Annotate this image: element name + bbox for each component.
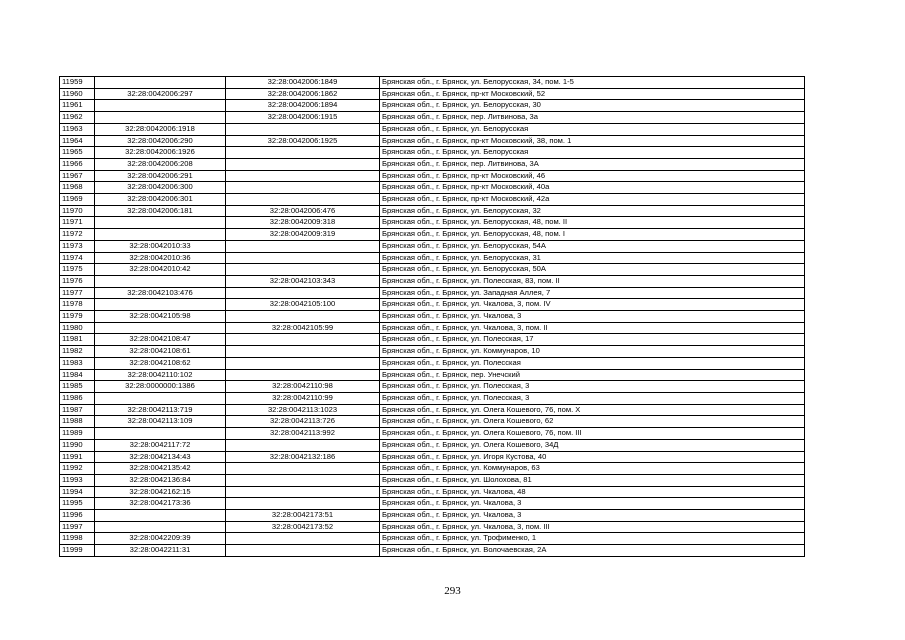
table-row: [60, 311, 805, 323]
row-number-cell: 11996: [60, 510, 95, 522]
building-cadastral-number-cell: 32:28:0042006:1894: [226, 100, 380, 112]
registry-table-body: [60, 77, 805, 557]
row-number-cell: 11973: [60, 240, 95, 252]
cadastral-number-cell: 32:28:0042211:31: [95, 545, 226, 557]
building-cadastral-number-cell: [226, 463, 380, 475]
row-number-cell: 11967: [60, 170, 95, 182]
building-cadastral-number-cell: 32:28:0042132:186: [226, 451, 380, 463]
address-cell: Брянская обл., г. Брянск, ул. Олега Кошевого, 34Д: [380, 439, 805, 451]
cadastral-number-cell: 32:28:0042108:61: [95, 346, 226, 358]
table-row: [60, 404, 805, 416]
row-number-cell: 11998: [60, 533, 95, 545]
address-cell: Брянская обл., г. Брянск, ул. Чкалова, 3, пом. IV: [380, 299, 805, 311]
row-number-cell: 11978: [60, 299, 95, 311]
cadastral-number-cell: 32:28:0042135:42: [95, 463, 226, 475]
table-row: [60, 194, 805, 206]
row-number-cell: 11987: [60, 404, 95, 416]
row-number-cell: 11994: [60, 486, 95, 498]
building-cadastral-number-cell: [226, 486, 380, 498]
cadastral-number-cell: [95, 299, 226, 311]
row-number-cell: 11965: [60, 147, 95, 159]
address-cell: Брянская обл., г. Брянск, пр-кт Московский, 46: [380, 170, 805, 182]
row-number-cell: 11976: [60, 275, 95, 287]
address-cell: Брянская обл., г. Брянск, пер. Литвинова, 3А: [380, 158, 805, 170]
row-number-cell: 11966: [60, 158, 95, 170]
address-cell: Брянская обл., г. Брянск, ул. Белорусская, 50А: [380, 264, 805, 276]
table-row: [60, 264, 805, 276]
cadastral-number-cell: 32:28:0042010:33: [95, 240, 226, 252]
cadastral-number-cell: [95, 392, 226, 404]
table-row: [60, 463, 805, 475]
row-number-cell: 11984: [60, 369, 95, 381]
table-row: [60, 100, 805, 112]
table-row: [60, 252, 805, 264]
address-cell: Брянская обл., г. Брянск, ул. Белорусская, 34, пом. 1-5: [380, 77, 805, 89]
row-number-cell: 11980: [60, 322, 95, 334]
building-cadastral-number-cell: 32:28:0042105:99: [226, 322, 380, 334]
building-cadastral-number-cell: [226, 357, 380, 369]
table-row: [60, 182, 805, 194]
cadastral-number-cell: [95, 77, 226, 89]
cadastral-number-cell: 32:28:0042006:291: [95, 170, 226, 182]
address-cell: Брянская обл., г. Брянск, ул. Шолохова, 81: [380, 474, 805, 486]
address-cell: Брянская обл., г. Брянск, ул. Олега Кошевого, 76, пом. X: [380, 404, 805, 416]
cadastral-number-cell: 32:28:0042010:42: [95, 264, 226, 276]
address-cell: Брянская обл., г. Брянск, ул. Коммунаров, 63: [380, 463, 805, 475]
building-cadastral-number-cell: 32:28:0042103:343: [226, 275, 380, 287]
cadastral-number-cell: 32:28:0042006:208: [95, 158, 226, 170]
address-cell: Брянская обл., г. Брянск, ул. Белорусская, 48, пом. II: [380, 217, 805, 229]
building-cadastral-number-cell: [226, 264, 380, 276]
row-number-cell: 11972: [60, 229, 95, 241]
address-cell: Брянская обл., г. Брянск, ул. Коммунаров, 10: [380, 346, 805, 358]
table-row: [60, 112, 805, 124]
address-cell: Брянская обл., г. Брянск, ул. Игоря Кустова, 40: [380, 451, 805, 463]
cadastral-number-cell: 32:28:0042010:36: [95, 252, 226, 264]
cadastral-number-cell: [95, 229, 226, 241]
address-cell: Брянская обл., г. Брянск, ул. Чкалова, 3, пом. II: [380, 322, 805, 334]
cadastral-number-cell: 32:28:0042006:297: [95, 88, 226, 100]
table-row: [60, 299, 805, 311]
cadastral-number-cell: 32:28:0042108:62: [95, 357, 226, 369]
cadastral-number-cell: [95, 100, 226, 112]
address-cell: Брянская обл., г. Брянск, ул. Западная Аллея, 7: [380, 287, 805, 299]
row-number-cell: 11985: [60, 381, 95, 393]
cadastral-number-cell: [95, 217, 226, 229]
building-cadastral-number-cell: 32:28:0042006:1849: [226, 77, 380, 89]
row-number-cell: 11974: [60, 252, 95, 264]
building-cadastral-number-cell: [226, 182, 380, 194]
row-number-cell: 11971: [60, 217, 95, 229]
building-cadastral-number-cell: [226, 311, 380, 323]
table-row: [60, 229, 805, 241]
page-number: 293: [444, 585, 461, 597]
building-cadastral-number-cell: [226, 240, 380, 252]
address-cell: Брянская обл., г. Брянск, ул. Белорусская, 31: [380, 252, 805, 264]
building-cadastral-number-cell: 32:28:0042006:1915: [226, 112, 380, 124]
table-row: [60, 416, 805, 428]
cadastral-number-cell: [95, 428, 226, 440]
row-number-cell: 11981: [60, 334, 95, 346]
row-number-cell: 11962: [60, 112, 95, 124]
address-cell: Брянская обл., г. Брянск, ул. Полесская, 17: [380, 334, 805, 346]
address-cell: Брянская обл., г. Брянск, ул. Белорусская, 32: [380, 205, 805, 217]
table-row: [60, 158, 805, 170]
row-number-cell: 11977: [60, 287, 95, 299]
cadastral-number-cell: 32:28:0042006:290: [95, 135, 226, 147]
cadastral-number-cell: 32:28:0042113:109: [95, 416, 226, 428]
row-number-cell: 11999: [60, 545, 95, 557]
table-row: [60, 369, 805, 381]
row-number-cell: 11992: [60, 463, 95, 475]
building-cadastral-number-cell: 32:28:0042105:100: [226, 299, 380, 311]
address-cell: Брянская обл., г. Брянск, ул. Полесская, 3: [380, 392, 805, 404]
row-number-cell: 11991: [60, 451, 95, 463]
building-cadastral-number-cell: [226, 533, 380, 545]
building-cadastral-number-cell: [226, 474, 380, 486]
table-row: [60, 357, 805, 369]
address-cell: Брянская обл., г. Брянск, ул. Волочаевская, 2А: [380, 545, 805, 557]
address-cell: Брянская обл., г. Брянск, пр-кт Московский, 38, пом. 1: [380, 135, 805, 147]
cadastral-number-cell: [95, 510, 226, 522]
row-number-cell: 11964: [60, 135, 95, 147]
cadastral-number-cell: 32:28:0042110:102: [95, 369, 226, 381]
building-cadastral-number-cell: [226, 439, 380, 451]
table-row: [60, 533, 805, 545]
address-cell: Брянская обл., г. Брянск, ул. Чкалова, 3: [380, 311, 805, 323]
building-cadastral-number-cell: 32:28:0042173:51: [226, 510, 380, 522]
row-number-cell: 11975: [60, 264, 95, 276]
building-cadastral-number-cell: 32:28:0042009:319: [226, 229, 380, 241]
row-number-cell: 11970: [60, 205, 95, 217]
cadastral-number-cell: 32:28:0042108:47: [95, 334, 226, 346]
cadastral-number-cell: 32:28:0042006:300: [95, 182, 226, 194]
building-cadastral-number-cell: 32:28:0042110:99: [226, 392, 380, 404]
building-cadastral-number-cell: 32:28:0042110:98: [226, 381, 380, 393]
address-cell: Брянская обл., г. Брянск, ул. Чкалова, 3, пом. III: [380, 521, 805, 533]
table-row: [60, 545, 805, 557]
cadastral-number-cell: 32:28:0042134:43: [95, 451, 226, 463]
table-row: [60, 498, 805, 510]
address-cell: Брянская обл., г. Брянск, ул. Белорусская, 30: [380, 100, 805, 112]
building-cadastral-number-cell: [226, 287, 380, 299]
cadastral-number-cell: [95, 521, 226, 533]
building-cadastral-number-cell: [226, 158, 380, 170]
building-cadastral-number-cell: 32:28:0042006:1925: [226, 135, 380, 147]
building-cadastral-number-cell: 32:28:0042006:476: [226, 205, 380, 217]
building-cadastral-number-cell: [226, 346, 380, 358]
address-cell: Брянская обл., г. Брянск, ул. Полесская, 3: [380, 381, 805, 393]
address-cell: Брянская обл., г. Брянск, пр-кт Московский, 42а: [380, 194, 805, 206]
building-cadastral-number-cell: [226, 369, 380, 381]
address-cell: Брянская обл., г. Брянск, ул. Белорусская: [380, 147, 805, 159]
row-number-cell: 11969: [60, 194, 95, 206]
table-row: [60, 510, 805, 522]
building-cadastral-number-cell: 32:28:0042173:52: [226, 521, 380, 533]
building-cadastral-number-cell: [226, 147, 380, 159]
table-row: [60, 217, 805, 229]
address-cell: Брянская обл., г. Брянск, ул. Белорусская, 54А: [380, 240, 805, 252]
building-cadastral-number-cell: 32:28:0042006:1862: [226, 88, 380, 100]
cadastral-number-cell: 32:28:0042006:1926: [95, 147, 226, 159]
table-row: [60, 346, 805, 358]
table-row: [60, 135, 805, 147]
address-cell: Брянская обл., г. Брянск, ул. Полесская: [380, 357, 805, 369]
building-cadastral-number-cell: [226, 545, 380, 557]
building-cadastral-number-cell: 32:28:0042113:1023: [226, 404, 380, 416]
row-number-cell: 11963: [60, 123, 95, 135]
cadastral-number-cell: 32:28:0042162:15: [95, 486, 226, 498]
table-row: [60, 521, 805, 533]
address-cell: Брянская обл., г. Брянск, ул. Чкалова, 3: [380, 510, 805, 522]
table-row: [60, 123, 805, 135]
table-row: [60, 439, 805, 451]
building-cadastral-number-cell: 32:28:0042113:726: [226, 416, 380, 428]
table-row: [60, 428, 805, 440]
building-cadastral-number-cell: [226, 334, 380, 346]
row-number-cell: 11968: [60, 182, 95, 194]
cadastral-number-cell: [95, 275, 226, 287]
row-number-cell: 11989: [60, 428, 95, 440]
cadastral-number-cell: 32:28:0000000:1386: [95, 381, 226, 393]
cadastral-number-cell: 32:28:0042173:36: [95, 498, 226, 510]
cadastral-number-cell: 32:28:0042006:301: [95, 194, 226, 206]
cadastral-number-cell: 32:28:0042113:719: [95, 404, 226, 416]
cadastral-number-cell: 32:28:0042103:476: [95, 287, 226, 299]
row-number-cell: 11959: [60, 77, 95, 89]
table-row: [60, 392, 805, 404]
table-row: [60, 381, 805, 393]
building-cadastral-number-cell: [226, 170, 380, 182]
table-row: [60, 240, 805, 252]
table-row: [60, 205, 805, 217]
building-cadastral-number-cell: [226, 498, 380, 510]
table-row: [60, 474, 805, 486]
address-cell: Брянская обл., г. Брянск, ул. Трофименко, 1: [380, 533, 805, 545]
address-cell: Брянская обл., г. Брянск, ул. Полесская, 83, пом. II: [380, 275, 805, 287]
address-cell: Брянская обл., г. Брянск, ул. Белорусская, 48, пом. I: [380, 229, 805, 241]
row-number-cell: 11961: [60, 100, 95, 112]
cadastral-number-cell: [95, 112, 226, 124]
building-cadastral-number-cell: [226, 194, 380, 206]
address-cell: Брянская обл., г. Брянск, пер. Унечский: [380, 369, 805, 381]
row-number-cell: 11990: [60, 439, 95, 451]
cadastral-number-cell: 32:28:0042136:84: [95, 474, 226, 486]
table-row: [60, 287, 805, 299]
row-number-cell: 11986: [60, 392, 95, 404]
building-cadastral-number-cell: 32:28:0042009:318: [226, 217, 380, 229]
cadastral-number-cell: 32:28:0042117:72: [95, 439, 226, 451]
table-row: [60, 147, 805, 159]
cadastral-number-cell: 32:28:0042105:98: [95, 311, 226, 323]
cadastral-number-cell: 32:28:0042006:1918: [95, 123, 226, 135]
building-cadastral-number-cell: [226, 252, 380, 264]
row-number-cell: 11960: [60, 88, 95, 100]
table-row: [60, 322, 805, 334]
table-row: [60, 451, 805, 463]
address-cell: Брянская обл., г. Брянск, пр-кт Московский, 52: [380, 88, 805, 100]
row-number-cell: 11979: [60, 311, 95, 323]
row-number-cell: 11995: [60, 498, 95, 510]
address-cell: Брянская обл., г. Брянск, ул. Чкалова, 48: [380, 486, 805, 498]
row-number-cell: 11993: [60, 474, 95, 486]
address-cell: Брянская обл., г. Брянск, ул. Олега Кошевого, 62: [380, 416, 805, 428]
address-cell: Брянская обл., г. Брянск, ул. Чкалова, 3: [380, 498, 805, 510]
row-number-cell: 11982: [60, 346, 95, 358]
row-number-cell: 11997: [60, 521, 95, 533]
table-row: [60, 77, 805, 89]
address-cell: Брянская обл., г. Брянск, ул. Олега Кошевого, 76, пом. III: [380, 428, 805, 440]
cadastral-number-cell: [95, 322, 226, 334]
cadastral-number-cell: 32:28:0042006:181: [95, 205, 226, 217]
building-cadastral-number-cell: 32:28:0042113:992: [226, 428, 380, 440]
table-row: [60, 334, 805, 346]
table-row: [60, 275, 805, 287]
address-cell: Брянская обл., г. Брянск, ул. Белорусская: [380, 123, 805, 135]
address-cell: Брянская обл., г. Брянск, пер. Литвинова, 3а: [380, 112, 805, 124]
table-row: [60, 486, 805, 498]
row-number-cell: 11988: [60, 416, 95, 428]
table-row: [60, 170, 805, 182]
table-row: [60, 88, 805, 100]
address-cell: Брянская обл., г. Брянск, пр-кт Московский, 40а: [380, 182, 805, 194]
registry-table: [59, 76, 805, 557]
row-number-cell: 11983: [60, 357, 95, 369]
building-cadastral-number-cell: [226, 123, 380, 135]
cadastral-number-cell: 32:28:0042209:39: [95, 533, 226, 545]
